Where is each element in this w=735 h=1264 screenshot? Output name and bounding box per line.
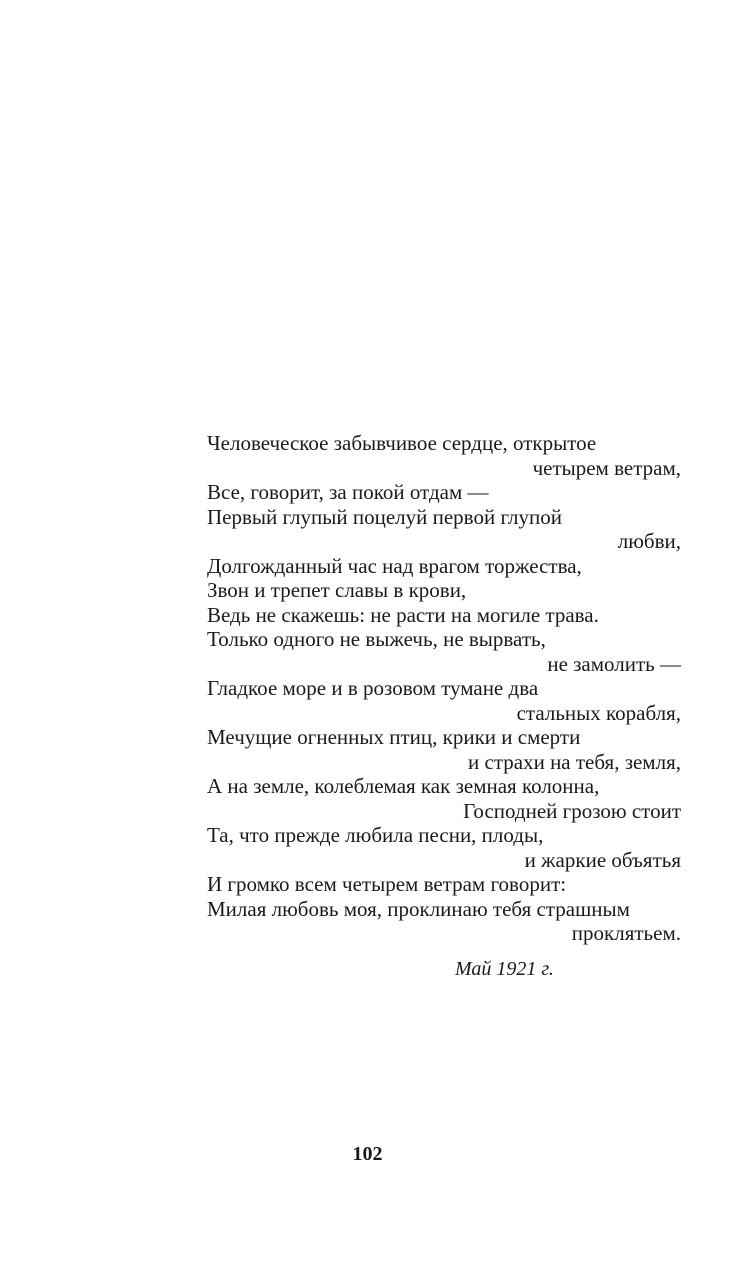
poem-line-continuation: четырем ветрам, xyxy=(532,455,681,480)
poem-line-continuation: любви, xyxy=(617,529,681,553)
poem-line: И громко всем четырем ветрам говорит: xyxy=(207,872,567,896)
poem-line: Та, что прежде любила песни, плоды, xyxy=(207,823,544,847)
poem-line-continuation: не замолить — xyxy=(547,651,681,676)
poem-line: Человеческое забывчивое сердце, открытое xyxy=(207,431,597,455)
poem-line-continuation: проклятьем. xyxy=(571,921,681,945)
poem-line: Ведь не скажешь: не расти на могиле трава. xyxy=(207,602,599,627)
poem-line: Звон и трепет славы в крови, xyxy=(207,578,467,602)
poem-line: Все, говорит, за покой отдам — xyxy=(207,480,489,504)
page-number: 102 xyxy=(352,1143,383,1165)
poem-line: Гладкое море и в розовом тумане два xyxy=(207,676,539,700)
poem-line-continuation: стальных корабля, xyxy=(516,700,681,725)
poem-line: А на земле, колеблемая как земная колонна, xyxy=(207,774,600,798)
poem-line-continuation: Господней грозою стоит xyxy=(463,798,681,823)
poem-line: Первый глупый поцелуй первой глупой xyxy=(207,504,562,529)
poem-line-continuation: и жаркие объятья xyxy=(524,847,681,872)
poem-line: Долгожданный час над врагом торжества, xyxy=(207,553,582,578)
poem-date: Май 1921 г. xyxy=(455,958,554,980)
poem-text xyxy=(207,431,681,946)
poem-line: Только одного не выжечь, не вырвать, xyxy=(207,627,546,651)
poem-line-continuation: и страхи на тебя, земля, xyxy=(468,749,681,774)
poem-line: Мечущие огненных птиц, крики и смерти xyxy=(207,725,581,749)
poem-line: Милая любовь моя, проклинаю тебя страшным xyxy=(207,896,630,921)
